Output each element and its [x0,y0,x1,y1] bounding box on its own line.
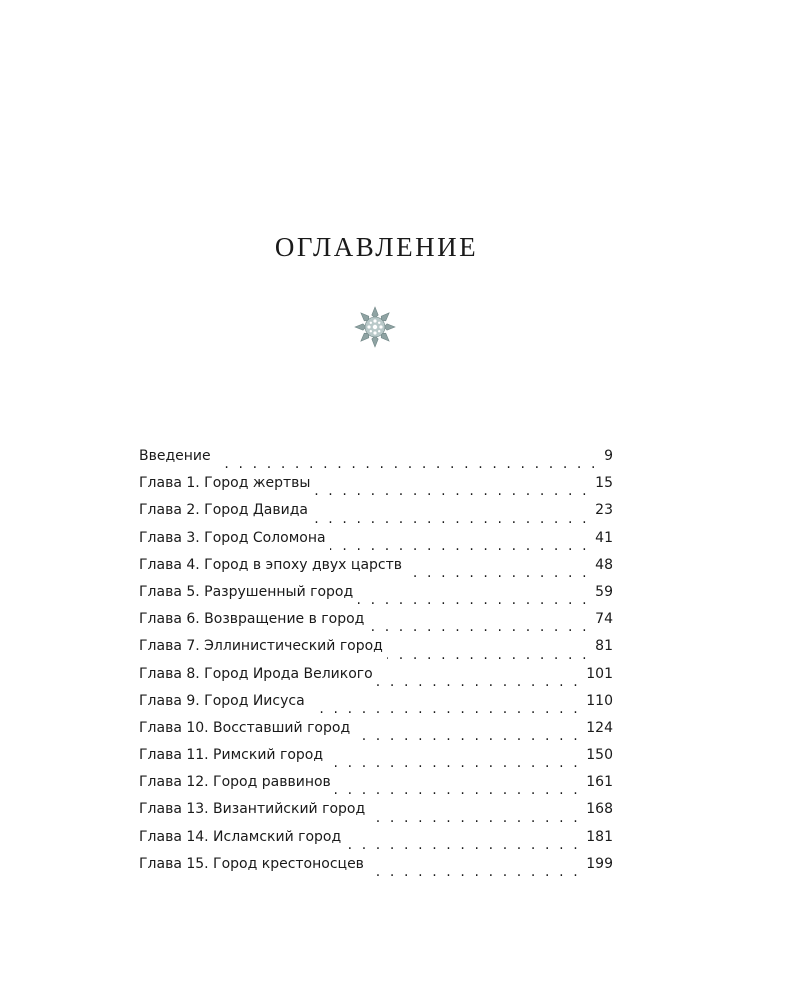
toc-entry-page-number: 124 [586,719,613,736]
dot-leader [357,593,589,607]
snowflake-ornament-icon [354,306,396,348]
toc-entry-label: Глава 2. Город Давида [139,502,308,519]
toc-entry-label: Введение [139,448,211,464]
toc-entry-page-number: 59 [595,583,613,600]
toc-entry-page-number: 23 [595,502,613,519]
toc-entry-label: Глава 12. Город раввинов [139,774,331,791]
toc-entry-page-number: 9 [604,448,613,464]
dot-leader [377,675,581,689]
toc-entry-label: Глава 5. Разрушенный город [139,583,354,600]
toc-entry-label: Глава 3. Город Соломона [139,529,326,546]
dot-leader [368,865,580,879]
toc-entry-label: Глава 6. Возвращение в город [139,611,365,628]
dot-leader [312,512,589,526]
toc-entry-label: Глава 4. Город в эпоху двух царств [139,556,403,573]
toc-entry-page-number: 41 [595,529,613,546]
toc-entry [139,584,613,611]
table-of-contents [139,448,613,883]
toc-entry-label: Глава 1. Город жертвы [139,475,311,492]
dot-leader [369,811,580,825]
dot-leader [406,566,589,580]
toc-entry [139,693,613,720]
toc-entry-page-number: 15 [595,475,613,492]
toc-entry-page-number: 101 [586,665,613,682]
toc-entry [139,829,613,856]
toc-entry [139,530,613,557]
dot-leader [327,756,580,770]
dot-leader [309,702,581,716]
toc-entry-label: Глава 9. Город Иисуса [139,692,305,709]
toc-entry-label: Глава 15. Город крестоносцев [139,855,364,872]
dot-leader [345,838,580,852]
page-title: ОГЛАВЛЕНИЕ [274,232,479,262]
toc-entry-page-number: 48 [595,556,613,573]
dot-leader [335,783,580,797]
toc-entry [139,638,613,665]
toc-entry-label: Глава 13. Византийский город [139,801,366,818]
toc-entry-label: Глава 14. Исламский город [139,828,342,845]
toc-entry-page-number: 161 [586,774,613,791]
toc-entry-page-number: 110 [586,692,613,709]
toc-entry [139,856,613,883]
toc-entry [139,475,613,502]
toc-entry [139,801,613,828]
dot-leader [215,457,598,471]
toc-entry [139,720,613,747]
toc-entry-page-number: 199 [586,855,613,872]
dot-leader [314,484,589,498]
toc-entry-page-number: 81 [595,638,613,655]
dot-leader [354,729,580,743]
dot-leader [387,648,589,662]
toc-entry-label: Глава 7. Эллинистический город [139,638,383,655]
dot-leader [368,620,589,634]
toc-entry-label: Глава 11. Римский город [139,747,324,764]
toc-entry [139,747,613,774]
toc-entry [139,557,613,584]
toc-entry-page-number: 74 [595,611,613,628]
toc-entry [139,666,613,693]
toc-entry [139,448,613,475]
toc-entry-page-number: 181 [586,828,613,845]
toc-entry [139,611,613,638]
toc-entry-page-number: 168 [586,801,613,818]
dot-leader [330,539,590,553]
toc-entry [139,774,613,801]
toc-entry-page-number: 150 [586,747,613,764]
toc-entry [139,502,613,529]
toc-entry-label: Глава 8. Город Ирода Великого [139,665,373,682]
toc-entry-label: Глава 10. Восставший город [139,719,351,736]
